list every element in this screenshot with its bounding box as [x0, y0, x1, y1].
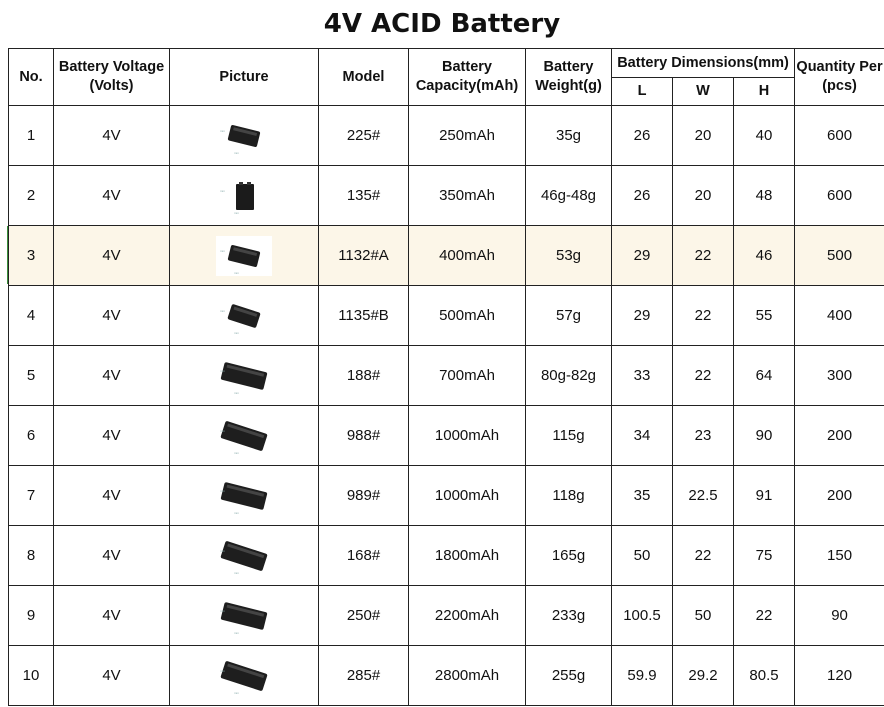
- cell-model: 988#: [319, 406, 409, 466]
- header-picture: Picture: [170, 49, 319, 106]
- cell-length: 34: [612, 406, 673, 466]
- svg-text:mm: mm: [220, 548, 225, 553]
- cell-length: 35: [612, 466, 673, 526]
- cell-voltage: 4V: [54, 106, 170, 166]
- svg-text:mm: mm: [234, 450, 239, 455]
- cell-model: 168#: [319, 526, 409, 586]
- cell-picture: [170, 526, 319, 586]
- cell-height: 55: [734, 286, 795, 346]
- table-row: [9, 346, 884, 406]
- cell-quantity: 600: [795, 106, 884, 166]
- cell-capacity: 2200mAh: [409, 586, 526, 646]
- cell-capacity: 700mAh: [409, 346, 526, 406]
- cell-picture: [170, 226, 319, 286]
- battery-1135b-image: [214, 294, 274, 338]
- cell-voltage: 4V: [54, 286, 170, 346]
- cell-weight: 80g-82g: [526, 346, 612, 406]
- svg-text:mm: mm: [220, 668, 225, 673]
- cell-width: 20: [673, 166, 734, 226]
- cell-voltage: 4V: [54, 406, 170, 466]
- svg-text:mm: mm: [234, 570, 239, 575]
- cell-model: 285#: [319, 646, 409, 706]
- svg-text:mm: mm: [234, 510, 239, 515]
- cell-weight: 233g: [526, 586, 612, 646]
- battery-285-image: [214, 654, 274, 698]
- cell-quantity: 150: [795, 526, 884, 586]
- cell-no: 9: [9, 586, 54, 646]
- cell-capacity: 1800mAh: [409, 526, 526, 586]
- cell-length: 50: [612, 526, 673, 586]
- cell-voltage: 4V: [54, 526, 170, 586]
- cell-quantity: 90: [795, 586, 884, 646]
- cell-height: 64: [734, 346, 795, 406]
- cell-picture: [170, 406, 319, 466]
- cell-quantity: 500: [795, 226, 884, 286]
- svg-text:mm: mm: [234, 330, 239, 335]
- cell-length: 59.9: [612, 646, 673, 706]
- battery-988-image: [214, 414, 274, 458]
- cell-width: 50: [673, 586, 734, 646]
- cell-width: 20: [673, 106, 734, 166]
- battery-989-image: [214, 474, 274, 518]
- svg-text:mm: mm: [220, 128, 225, 133]
- cell-capacity: 1000mAh: [409, 466, 526, 526]
- cell-weight: 255g: [526, 646, 612, 706]
- header-quantity: Quantity Per (pcs): [795, 49, 884, 106]
- header-no: No.: [9, 49, 54, 106]
- cell-model: 188#: [319, 346, 409, 406]
- cell-voltage: 4V: [54, 226, 170, 286]
- svg-text:mm: mm: [234, 690, 239, 695]
- cell-height: 48: [734, 166, 795, 226]
- cell-length: 100.5: [612, 586, 673, 646]
- cell-weight: 57g: [526, 286, 612, 346]
- table-row: [9, 466, 884, 526]
- cell-height: 46: [734, 226, 795, 286]
- cell-no: 7: [9, 466, 54, 526]
- cell-width: 23: [673, 406, 734, 466]
- battery-1132a-image: [214, 234, 274, 278]
- battery-135-image: [214, 174, 274, 218]
- svg-text:mm: mm: [234, 150, 239, 155]
- cell-capacity: 350mAh: [409, 166, 526, 226]
- cell-picture: [170, 466, 319, 526]
- cell-no: 10: [9, 646, 54, 706]
- cell-height: 90: [734, 406, 795, 466]
- cell-model: 1132#A: [319, 226, 409, 286]
- cell-no: 8: [9, 526, 54, 586]
- cell-quantity: 120: [795, 646, 884, 706]
- battery-spec-table: [8, 48, 884, 706]
- svg-text:mm: mm: [220, 608, 225, 613]
- cell-capacity: 400mAh: [409, 226, 526, 286]
- cell-weight: 53g: [526, 226, 612, 286]
- cell-picture: [170, 646, 319, 706]
- cell-no: 5: [9, 346, 54, 406]
- cell-picture: [170, 346, 319, 406]
- cell-model: 989#: [319, 466, 409, 526]
- cell-quantity: 400: [795, 286, 884, 346]
- cell-quantity: 600: [795, 166, 884, 226]
- svg-text:mm: mm: [234, 390, 239, 395]
- svg-text:mm: mm: [234, 270, 239, 275]
- table-row: [9, 406, 884, 466]
- cell-voltage: 4V: [54, 586, 170, 646]
- cell-length: 29: [612, 286, 673, 346]
- header-length: L: [612, 78, 673, 106]
- cell-weight: 46g-48g: [526, 166, 612, 226]
- svg-text:mm: mm: [220, 188, 225, 193]
- cell-width: 22: [673, 346, 734, 406]
- table-row: [9, 646, 884, 706]
- table-row: [9, 586, 884, 646]
- cell-capacity: 250mAh: [409, 106, 526, 166]
- svg-text:mm: mm: [220, 488, 225, 493]
- table-row: [9, 526, 884, 586]
- cell-weight: 35g: [526, 106, 612, 166]
- cell-width: 22: [673, 286, 734, 346]
- table-row: [9, 166, 884, 226]
- cell-width: 29.2: [673, 646, 734, 706]
- svg-text:mm: mm: [220, 428, 225, 433]
- cell-voltage: 4V: [54, 166, 170, 226]
- cell-height: 91: [734, 466, 795, 526]
- cell-height: 22: [734, 586, 795, 646]
- cell-voltage: 4V: [54, 646, 170, 706]
- cell-width: 22: [673, 226, 734, 286]
- battery-225-image: [214, 114, 274, 158]
- svg-text:mm: mm: [220, 368, 225, 373]
- cell-quantity: 300: [795, 346, 884, 406]
- cell-length: 26: [612, 166, 673, 226]
- svg-text:mm: mm: [220, 248, 225, 253]
- cell-no: 6: [9, 406, 54, 466]
- cell-model: 1135#B: [319, 286, 409, 346]
- page-title: 4V ACID Battery: [323, 9, 561, 39]
- cell-no: 3: [9, 226, 54, 286]
- cell-model: 250#: [319, 586, 409, 646]
- header-dimensions: Battery Dimensions(mm): [612, 49, 795, 78]
- cell-capacity: 1000mAh: [409, 406, 526, 466]
- header-width: W: [673, 78, 734, 106]
- table-row: [9, 226, 884, 286]
- cell-no: 4: [9, 286, 54, 346]
- table-row: [9, 286, 884, 346]
- cell-voltage: 4V: [54, 466, 170, 526]
- header-height: H: [734, 78, 795, 106]
- header-weight: Battery Weight(g): [526, 49, 612, 106]
- header-capacity: Battery Capacity(mAh): [409, 49, 526, 106]
- cell-length: 29: [612, 226, 673, 286]
- cell-capacity: 500mAh: [409, 286, 526, 346]
- cell-capacity: 2800mAh: [409, 646, 526, 706]
- cell-model: 225#: [319, 106, 409, 166]
- battery-188-image: [214, 354, 274, 398]
- battery-168-image: [214, 534, 274, 578]
- cell-length: 33: [612, 346, 673, 406]
- cell-no: 1: [9, 106, 54, 166]
- svg-text:mm: mm: [220, 308, 225, 313]
- cell-picture: [170, 106, 319, 166]
- cell-picture: [170, 286, 319, 346]
- cell-weight: 118g: [526, 466, 612, 526]
- table-row: [9, 106, 884, 166]
- cell-length: 26: [612, 106, 673, 166]
- header-model: Model: [319, 49, 409, 106]
- battery-250-image: [214, 594, 274, 638]
- svg-text:mm: mm: [234, 630, 239, 635]
- cell-height: 80.5: [734, 646, 795, 706]
- cell-no: 2: [9, 166, 54, 226]
- cell-weight: 115g: [526, 406, 612, 466]
- cell-quantity: 200: [795, 406, 884, 466]
- cell-width: 22.5: [673, 466, 734, 526]
- cell-model: 135#: [319, 166, 409, 226]
- cell-picture: [170, 166, 319, 226]
- cell-quantity: 200: [795, 466, 884, 526]
- cell-width: 22: [673, 526, 734, 586]
- cell-height: 40: [734, 106, 795, 166]
- cell-height: 75: [734, 526, 795, 586]
- svg-text:mm: mm: [234, 210, 239, 215]
- cell-weight: 165g: [526, 526, 612, 586]
- cell-voltage: 4V: [54, 346, 170, 406]
- header-voltage: Battery Voltage (Volts): [54, 49, 170, 106]
- cell-picture: [170, 586, 319, 646]
